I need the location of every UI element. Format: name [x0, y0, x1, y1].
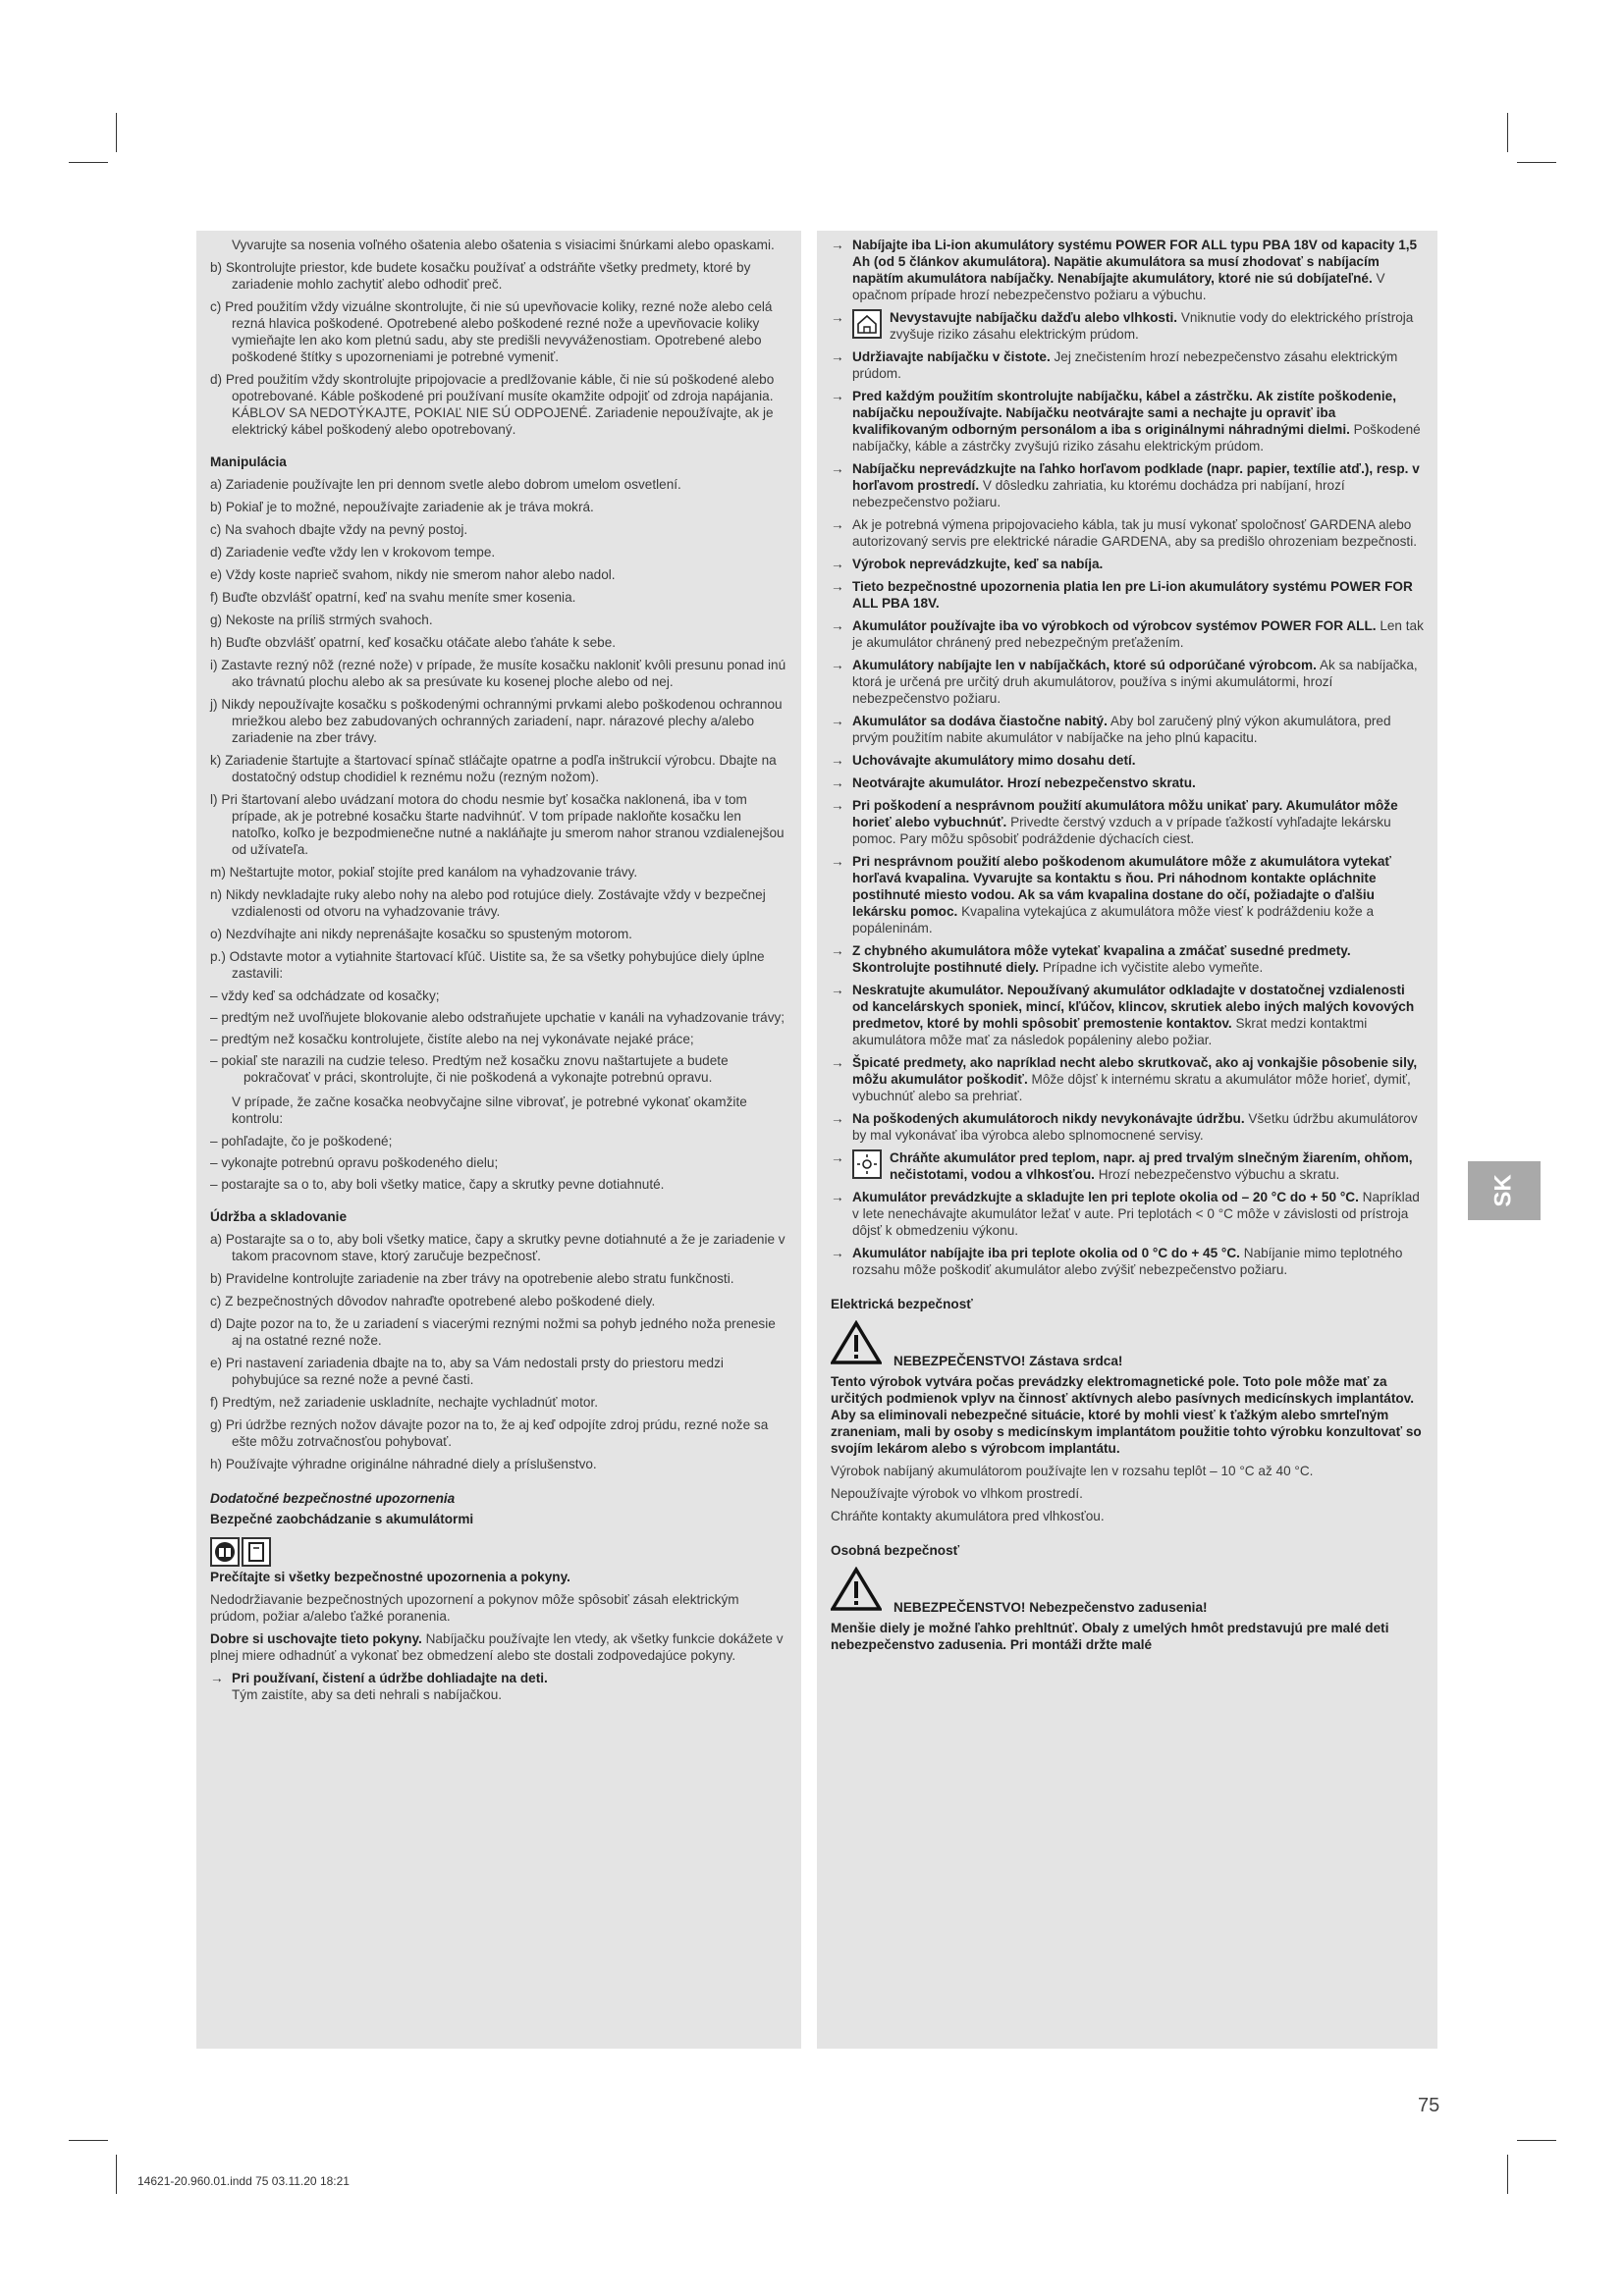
safety-item-bold: Špicaté predmety, ako napríklad necht alebo skrutkovač, ako aj vonkajšie pôsobenie sily, môžu akumulátor poškodiť.: [852, 1055, 1418, 1087]
dash-item: – predtým než kosačku kontrolujete, čistíte alebo na nej vykonávate nejaké práce;: [210, 1032, 694, 1046]
warning-triangle-icon: [831, 1567, 882, 1616]
safety-item-bold: Udržiavajte nabíjačku v čistote.: [852, 349, 1051, 364]
crop-mark: [69, 2140, 108, 2141]
safety-item: [831, 1189, 1424, 1239]
safety-item-bold: Neotvárajte akumulátor. Hrozí nebezpečenstvo skratu.: [852, 775, 1196, 790]
safety-item: [831, 556, 1424, 572]
contacts-text: Chráňte kontakty akumulátora pred vlhkosťou.: [831, 1509, 1105, 1523]
implant-warning-text: Tento výrobok vytvára počas prevádzky elektromagnetické pole. Toto pole môže mať za určitých podmienok vplyv na činnosť aktívnych alebo pasívnych medicínskych implantátov. Aby sa eliminovali nebezpečné situácie, ktoré by mohli viesť k ťažkým alebo smrteľným zraneniam, mali by osoby s medicínskym implantátom použitie tohto výrobku konzultovať so svojím lekárom alebo s výrobcom implantátu.: [831, 1374, 1422, 1456]
safety-item-text: Aby bol zaručený plný výkon akumulátora, pred prvým použitím nabite akumulátor v nabíjačke na jeho plnú kapacitu.: [852, 714, 1391, 745]
safety-item-bold: Akumulátor používajte iba vo výrobkoch od výrobcov systémov POWER FOR ALL.: [852, 618, 1377, 633]
children-warning-text: Tým zaistíte, aby sa deti nehrali s nabíjačkou.: [232, 1687, 503, 1702]
suffocation-text: Menšie diely je možné ľahko prehltnúť. Obaly z umelých hmôt predstavujú pre malé deti nebezpečenstvo zadusenia. Pri montáži držte malé: [831, 1621, 1389, 1652]
language-tab: [1468, 1161, 1541, 1220]
safety-item-text: V dôsledku zahriatia, ku ktorému dochádza pri nabíjaní, hrozí nebezpečenstvo požiaru.: [852, 478, 1345, 509]
vibration-text: V prípade, že začne kosačka neobvyčajne silne vibrovať, je potrebné vykonať okamžite kontrolu:: [232, 1095, 747, 1126]
safety-item-bold: Pri poškodení a nesprávnom použití akumulátora môžu unikať pary. Akumulátor môže horieť alebo vybuchnúť.: [852, 798, 1398, 829]
safety-item-text: V opačnom prípade hrozí nebezpečenstvo požiaru a výbuchu.: [852, 271, 1385, 302]
safety-item-text: Všetku údržbu akumulátorov by mal vykonávať iba výrobca alebo splnomocnené servisy.: [852, 1111, 1418, 1143]
list-item: c) Pred použitím vždy vizuálne skontrolujte, či nie sú upevňovacie koliky, rezné nože alebo celá rezná hlavica poškodené. Opotrebené alebo poškodené rezné nože a upevňovacie koliky vymieňajte len ako kom pletnú sadu, aby ste predišli nevyváženostiam. Opotrebené alebo poškodené štítky s upozorneniami je potrebné vymeniť.: [210, 299, 773, 364]
preparation-list: [210, 259, 787, 438]
heat-protection-icon: [852, 1149, 882, 1179]
danger-heart-label: NEBEZPEČENSTVO! Zástava srdca!: [893, 1354, 1123, 1368]
safety-item: [831, 657, 1424, 707]
children-warning-bold: Pri používaní, čistení a údržbe dohliadajte na deti.: [232, 1671, 548, 1685]
page-number: 75: [1418, 2095, 1440, 2116]
safety-item-text: Môže dôjsť k internému skratu a akumulátor môže horieť, dymiť, vybuchnúť alebo sa prehriať.: [852, 1072, 1411, 1103]
list-item: l) Pri štartovaní alebo uvádzaní motora do chodu nesmie byť kosačka naklonená, iba v tom prípade, ak je potrebné kosačku štarte nadvihnúť. V tom prípade nakloňte kosačku len natoľko, koľko je bezpodmienečne nutné a nakláňajte ju smerom nahor stranou vzdialenejšou od užívateľa.: [210, 792, 785, 857]
safety-item-text: Nabíjanie mimo teplotného rozsahu môže poškodiť akumulátor alebo zvýšiť nebezpečenstvo požiaru.: [852, 1246, 1403, 1277]
list-item: a) Postarajte sa o to, aby boli všetky matice, čapy a skrutky pevne dotiahnuté a že je zariadenie v takom pracovnom stave, ktorý zaručuje bezpečnosť.: [210, 1232, 785, 1263]
safety-item: [831, 348, 1424, 382]
safety-item-bold: Na poškodených akumulátoroch nikdy nevykonávajte údržbu.: [852, 1111, 1245, 1126]
right-column: [817, 231, 1437, 2049]
keep-instructions-bold: Dobre si uschovajte tieto pokyny.: [210, 1631, 422, 1646]
section-title-electrical: Elektrická bezpečnosť: [831, 1297, 973, 1311]
safety-item: [831, 1149, 1424, 1183]
list-item: h) Používajte výhradne originálne náhradné diely a príslušenstvo.: [210, 1457, 597, 1471]
battery-safety-list: [831, 237, 1424, 1278]
read-manual-icon: [210, 1537, 240, 1567]
list-item: n) Nikdy nevkladajte ruky alebo nohy na alebo pod rotujúce diely. Zostávajte vždy v bezpečnej vzdialenosti od otvoru na vyhadzovanie trávy.: [210, 887, 766, 919]
print-footer: 14621-20.960.01.indd 75 03.11.20 18:21: [137, 2174, 350, 2188]
safety-item-text: Kvapalina vytekajúca z akumulátora môže viesť k podráždeniu kože a popáleninám.: [852, 904, 1375, 935]
list-item: b) Pokiaľ je to možné, nepoužívajte zariadenie ak je tráva mokrá.: [210, 500, 594, 514]
list-item: o) Nezdvíhajte ani nikdy neprenášajte kosačku so spusteným motorom.: [210, 927, 632, 941]
safety-item: [831, 752, 1424, 769]
read-instructions-bold: Prečítajte si všetky bezpečnostné upozornenia a pokyny.: [210, 1570, 570, 1584]
list-item: p.) Odstavte motor a vytiahnite štartovací kľúč. Uistite sa, že sa všetky pohybujúce diely úplne zastavili:: [210, 949, 765, 981]
list-item: e) Vždy koste naprieč svahom, nikdy nie smerom nahor alebo nadol.: [210, 567, 616, 582]
left-column: [196, 231, 801, 2049]
safety-item-bold: Pri nesprávnom použití alebo poškodenom akumulátore môže z akumulátora vytekať horľavá kvapalina. Vyvarujte sa kontaktu s ňou. Pri náhodnom kontakte opláchnite postihnuté miesto vodou. Ak sa vám kvapalina dostane do očí, požiadajte o ďalšiu lekársku pomoc.: [852, 854, 1391, 919]
crop-mark: [69, 162, 108, 163]
safety-item-bold: Tieto bezpečnostné upozornenia platia len pre Li-ion akumulátory systému POWER FOR ALL PBA 18V.: [852, 579, 1413, 611]
crop-mark: [1517, 2140, 1556, 2141]
list-item: i) Zastavte rezný nôž (rezné nože) v prípade, že musíte kosačku nakloniť kvôli presunu ponad inú ako trávnatú plochu alebo ak sa presúvate ku kosenej ploche alebo od nej.: [210, 658, 786, 689]
list-item: m) Neštartujte motor, pokiaľ stojíte pred kanálom na vyhadzovanie trávy.: [210, 865, 638, 880]
section-title-handling: Manipulácia: [210, 454, 287, 469]
safety-item: [831, 1110, 1424, 1144]
crop-mark: [116, 2155, 117, 2194]
list-item: c) Na svahoch dbajte vždy na pevný postoj.: [210, 522, 468, 537]
intro-text: Vyvarujte sa nosenia voľného ošatenia alebo ošatenia s visiacimi šnúrkami alebo opaskami.: [232, 238, 775, 252]
safety-item: [831, 617, 1424, 651]
list-item: d) Zariadenie veďte vždy len v krokovom tempe.: [210, 545, 496, 560]
list-item: e) Pri nastavení zariadenia dbajte na to, aby sa Vám nedostali prsty do priestoru medzi pohybujúce sa rezné nože a pevné časti.: [210, 1356, 724, 1387]
safety-item-bold: Akumulátory nabíjajte len v nabíjačkách, ktoré sú odporúčané výrobcom.: [852, 658, 1317, 672]
crop-mark: [116, 113, 117, 152]
safety-item-text: Skrat medzi kontaktmi akumulátora môže mať za následok popáleniny alebo požiar.: [852, 1016, 1368, 1047]
safety-item-bold: Nabíjačku neprevádzkujte na ľahko horľavom podklade (napr. papier, textílie atď.), resp. v horľavom prostredí.: [852, 461, 1420, 493]
indoor-use-icon: [852, 309, 882, 339]
list-item: d) Pred použitím vždy skontrolujte pripojovacie a predlžovanie káble, či nie sú poškodené alebo opotrebované. Káble poškodené pri používaní musíte okamžite odpojiť od zdroja napájania. KÁBLOV SA NEDOTÝKAJTE, POKIAĽ NIE SÚ ODPOJENÉ. Zariadenie nepoužívajte, ak je elektrický kábel poškodený alebo opotrebovaný.: [210, 372, 775, 437]
safety-item: [831, 309, 1424, 343]
danger-suffocation-label: NEBEZPEČENSTVO! Nebezpečenstvo zadusenia!: [893, 1600, 1208, 1615]
safety-item: [831, 853, 1424, 936]
keep-instructions-text: Nabíjačku používajte len vtedy, ak všetky funkcie dokážete v plnej miere odhadnúť a vykonať bez obmedzení alebo ste dostali zodpovedajúce pokyny.: [210, 1631, 784, 1663]
safety-item-text: Napríklad v lete nenechávajte akumulátor ležať v aute. Pri teplotách < 0 °C môže v závislosti od prístroja dôjsť k obmedzeniu výkonu.: [852, 1190, 1420, 1238]
safety-item-bold: Akumulátor sa dodáva čiastočne nabitý.: [852, 714, 1108, 728]
safety-item: [831, 797, 1424, 847]
safety-item-text: Ak sa nabíjačka, ktorá je určená pre určitý druh akumulátorov, používa s inými akumulátormi, hrozí nebezpečenstvo požiaru.: [852, 658, 1418, 706]
danger-warning-heart: [831, 1320, 1424, 1369]
safety-item-bold: Akumulátor nabíjajte iba pri teplote okolia od 0 °C do + 45 °C.: [852, 1246, 1240, 1260]
safety-item-bold: Výrobok neprevádzkujte, keď sa nabíja.: [852, 557, 1104, 571]
list-item: g) Pri údržbe rezných nožov dávajte pozor na to, že aj keď odpojíte zdroj prúdu, rezné nože sa ešte môžu zotrvačnosťou pohybovať.: [210, 1417, 769, 1449]
safety-item-bold: Z chybného akumulátora môže vytekať kvapalina a zmáčať susedné predmety. Skontrolujte postihnuté diely.: [852, 943, 1351, 975]
dash-item: – pohľadajte, čo je poškodené;: [210, 1134, 393, 1148]
list-item: h) Buďte obzvlášť opatrní, keď kosačku otáčate alebo ťaháte k sebe.: [210, 635, 617, 650]
dash-item: – pokiaľ ste narazili na cudzie teleso. Predtým než kosačku znovu naštartujete a budete pokračovať v práci, skontrolujte, či nie poškodená a vykonajte potrebnú opravu.: [210, 1053, 729, 1085]
safety-item: [831, 388, 1424, 454]
maintenance-list: [210, 1231, 787, 1472]
safety-item-text: Ak je potrebná výmena pripojovacieho kábla, tak ju musí vykonať spoločnosť GARDENA alebo autorizovaný servis pre elektrické náradie GARDENA, aby sa predišlo ohrozeniam bezpečnosti.: [852, 517, 1417, 549]
safety-item: [831, 713, 1424, 746]
safety-item-text: Vniknutie vody do elektrického prístroja zvyšuje riziko zásahu elektrickým prúdom.: [890, 310, 1414, 342]
safety-item-bold: Chráňte akumulátor pred teplom, napr. aj pred trvalým slnečným žiarením, ohňom, nečistotami, vodou a vlhkosťou.: [890, 1150, 1413, 1182]
safety-item-bold: Neskratujte akumulátor. Nepoužívaný akumulátor odkladajte v dostatočnej vzdialenosti od kancelárskych sponiek, mincí, kľúčov, klincov, skrutiek alebo iných malých kovových predmetov, ktoré by mohli spôsobiť premostenie kontaktov.: [852, 983, 1415, 1031]
crop-mark: [1517, 162, 1556, 163]
safety-item-text: Prípadne ich vyčistite alebo vymeňte.: [1042, 960, 1264, 975]
section-title-maintenance: Údržba a skladovanie: [210, 1209, 348, 1224]
safety-item-bold: Akumulátor prevádzkujte a skladujte len pri teplote okolia od – 20 °C do + 50 °C.: [852, 1190, 1359, 1204]
safety-item: [831, 237, 1424, 303]
safety-icons: [210, 1537, 787, 1567]
list-item: a) Zariadenie používajte len pri dennom svetle alebo dobrom umelom osvetlení.: [210, 477, 681, 492]
danger-warning-suffocation: [831, 1567, 1424, 1616]
safety-item: [831, 982, 1424, 1048]
children-warning: [210, 1670, 787, 1703]
safety-item: [831, 460, 1424, 510]
list-item: d) Dajte pozor na to, že u zariadení s viacerými reznými nožmi sa pohyb jedného noža prenesie aj na ostatné rezné nože.: [210, 1316, 776, 1348]
list-item: f) Buďte obzvlášť opatrní, keď na svahu meníte smer kosenia.: [210, 590, 576, 605]
safety-item: [831, 942, 1424, 976]
safety-item-text: Jej znečistením hrozí nebezpečenstvo zásahu elektrickým prúdom.: [852, 349, 1398, 381]
section-title-battery: Bezpečné zaobchádzanie s akumulátormi: [210, 1512, 474, 1526]
list-item: j) Nikdy nepoužívajte kosačku s poškodenými ochrannými prvkami alebo poškodenou ochrannou mriežkou alebo bez zabudovaných ochranných zariadení, napr. nárazové plechy a/alebo zariadenie na zber trávy.: [210, 697, 783, 745]
list-item: c) Z bezpečnostných dôvodov nahraďte opotrebené alebo poškodené diely.: [210, 1294, 656, 1308]
safety-item-text: Privedte čerstvý vzduch a v prípade ťažkostí vyhľadajte lekársku pomoc. Pary môžu spôsobiť podráždenie dýchacích ciest.: [852, 815, 1391, 846]
crop-mark: [1507, 2155, 1508, 2194]
safety-item: [831, 578, 1424, 612]
crop-mark: [1507, 113, 1508, 152]
dash-item: – postarajte sa o to, aby boli všetky matice, čapy a skrutky pevne dotiahnuté.: [210, 1177, 665, 1192]
section-title-personal: Osobná bezpečnosť: [831, 1543, 960, 1558]
list-item: b) Skontrolujte priestor, kde budete kosačku používať a odstráňte všetky predmety, ktoré by zariadenie mohlo zachytiť alebo odhodiť preč.: [210, 260, 751, 292]
warning-triangle-icon: [831, 1320, 882, 1369]
list-item: f) Predtým, než zariadenie uskladníte, nechajte vychladnúť motor.: [210, 1395, 598, 1410]
safety-item-text: Poškodené nabíjačky, káble a zástrčky zvyšujú riziko zásahu elektrickým prúdom.: [852, 422, 1421, 454]
book-icon: [242, 1537, 271, 1567]
stop-conditions-list: [210, 988, 787, 1086]
vibration-check-list: [210, 1133, 787, 1193]
list-item: g) Nekoste na príliš strmých svahoch.: [210, 613, 433, 627]
dash-item: – predtým než uvoľňujete blokovanie alebo odstraňujete upchatie v kanáli na vyhadzovanie trávy;: [210, 1010, 785, 1025]
safety-item-bold: Uchovávajte akumulátory mimo dosahu detí.: [852, 753, 1136, 768]
safety-item-text: Hrozí nebezpečenstvo výbuchu a skratu.: [1098, 1167, 1340, 1182]
safety-item: [831, 1054, 1424, 1104]
read-instructions-text: Nedodržiavanie bezpečnostných upozornení a pokynov môže spôsobiť zásah elektrickým prúdom, požiar a/alebo ťažké poranenia.: [210, 1592, 739, 1624]
dash-item: – vykonajte potrebnú opravu poškodeného dielu;: [210, 1155, 499, 1170]
temperature-range-text: Výrobok nabíjaný akumulátorom používajte len v rozsahu teplôt – 10 °C až 40 °C.: [831, 1464, 1314, 1478]
list-item: k) Zariadenie štartujte a štartovací spínač stláčajte opatrne a podľa inštrukcií výrobcu. Dbajte na dostatočný odstup chodidiel k reznému nožu (rezným nožom).: [210, 753, 777, 784]
dash-item: – vždy keď sa odchádzate od kosačky;: [210, 988, 440, 1003]
safety-item: [831, 1245, 1424, 1278]
language-tab-label: SK: [1490, 1174, 1517, 1207]
safety-item: [831, 516, 1424, 550]
handling-list: [210, 476, 787, 982]
safety-item: [831, 774, 1424, 791]
humidity-text: Nepoužívajte výrobok vo vlhkom prostredí.: [831, 1486, 1083, 1501]
safety-item-text: Len tak je akumulátor chránený pred nebezpečným preťažením.: [852, 618, 1424, 650]
safety-item-bold: Nabíjajte iba Li-ion akumulátory systému POWER FOR ALL typu PBA 18V od kapacity 1,5 Ah (od 5 článkov akumulátora). Napätie akumulátora sa musí zhodovať s nabíjacím napätím akumulátora nabíjačky. Nenabíjajte akumulátory, ktoré nie sú dobíjateľné.: [852, 238, 1418, 286]
safety-item-bold: Pred každým použitím skontrolujte nabíjačku, kábel a zástrčku. Ak zistíte poškodenie, nabíjačku nepoužívajte. Nabíjačku neotvárajte sami a nechajte ju opraviť iba kvalifikovaným odborným personálom a iba s originálnymi náhradnými dielmi.: [852, 389, 1396, 437]
section-title-additional: Dodatočné bezpečnostné upozornenia: [210, 1491, 456, 1506]
safety-item-bold: Nevystavujte nabíjačku dažďu alebo vlhkosti.: [890, 310, 1178, 325]
list-item: b) Pravidelne kontrolujte zariadenie na zber trávy na opotrebenie alebo stratu funkčnosti.: [210, 1271, 734, 1286]
